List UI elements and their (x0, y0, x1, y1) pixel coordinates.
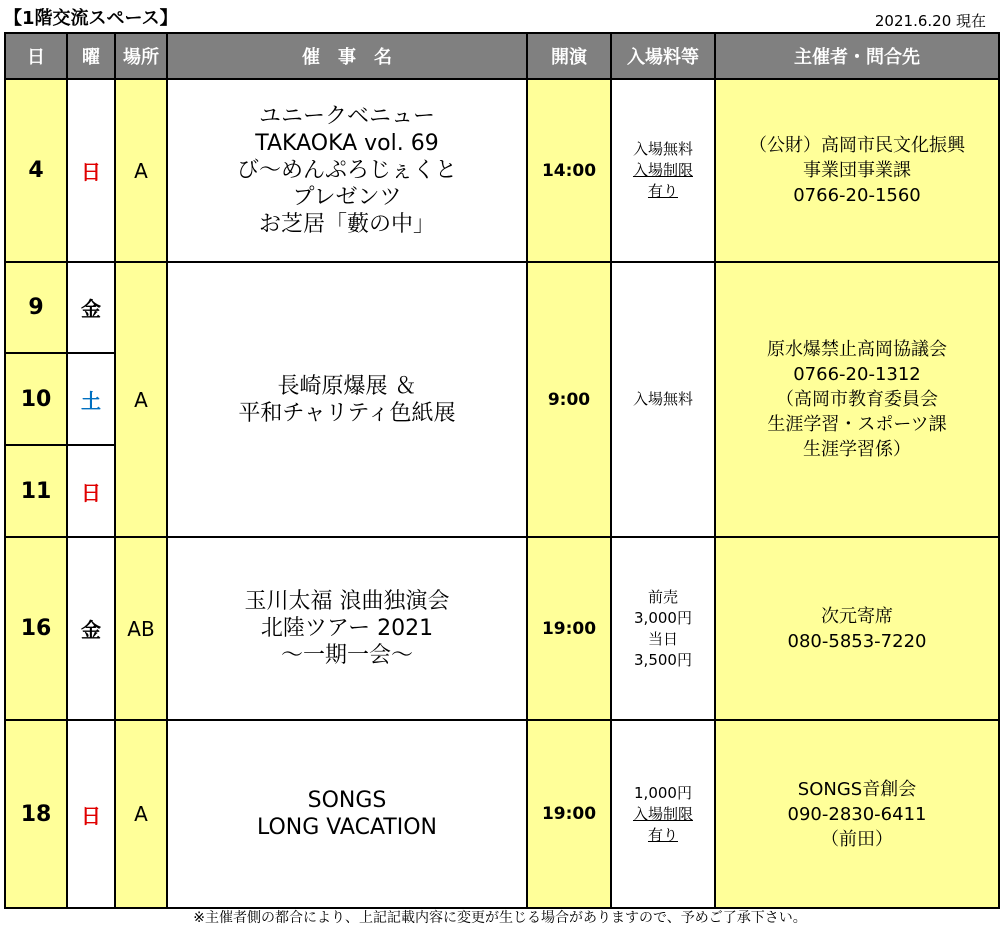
column-header-fee: 入場料等 (611, 33, 715, 79)
weekday-cell: 土 (67, 353, 115, 445)
event-title-cell (167, 537, 527, 720)
weekday-cell: 日 (67, 445, 115, 537)
fee-line: 有り (647, 825, 678, 844)
fee-line: 入場制限 (632, 804, 693, 823)
place-cell: A (115, 262, 167, 537)
column-header-start: 開演 (527, 33, 611, 79)
day-cell: 9 (5, 262, 67, 353)
fee-line: 入場制限 (632, 161, 693, 179)
event-title-line: ～一期一会～ (280, 643, 413, 668)
start-time-cell: 19:00 (527, 537, 611, 720)
event-schedule-table (4, 32, 1000, 909)
place-cell: A (115, 720, 167, 908)
organizer-line: 事業団事業課 (803, 160, 911, 181)
footer-note: ※主催者側の都合により、上記記載内容に変更が生じる場合がありますので、予めご了承下さい。 (193, 910, 807, 926)
fee-cell (611, 537, 715, 720)
weekday-cell: 金 (67, 262, 115, 353)
organizer-line: 次元寄席 (821, 605, 893, 627)
fee-line: 入場無料 (632, 390, 693, 408)
event-title-line: 北陸ツアー 2021 (260, 616, 434, 641)
organizer-line: 原水爆禁止高岡協議会 (767, 339, 947, 360)
table-row (5, 720, 999, 908)
column-header-organizer: 主催者・問合先 (715, 33, 999, 79)
organizer-line: 0766-20-1312 (793, 364, 921, 385)
page-title: 【1階交流スペース】 (4, 8, 178, 29)
event-title-cell (167, 262, 527, 537)
organizer-line: 生涯学習・スポーツ課 (767, 414, 947, 435)
event-title-line: TAKAOKA vol. 69 (255, 131, 439, 156)
organizer-line: （公財）高岡市民文化振興 (749, 135, 965, 156)
as-of-date: 2021.6.20 現在 (874, 12, 986, 30)
weekday-cell: 金 (67, 537, 115, 720)
organizer-line: SONGS音創会 (797, 778, 917, 800)
organizer-line: 090-2830-6411 (787, 803, 927, 825)
event-title-line: 長崎原爆展 ＆ (277, 373, 417, 399)
event-title-line: LONG VACATION (257, 815, 437, 840)
organizer-cell (715, 537, 999, 720)
fee-line: 1,000円 (634, 783, 692, 802)
event-title-cell (167, 720, 527, 908)
organizer-line: （高岡市教育委員会 (776, 389, 938, 410)
organizer-line: （前田） (821, 828, 893, 850)
fee-line: 有り (647, 182, 678, 200)
organizer-line: 080-5853-7220 (787, 630, 927, 652)
organizer-cell (715, 79, 999, 262)
event-title-line: 平和チャリティ色紙展 (238, 400, 456, 426)
organizer-cell (715, 720, 999, 908)
column-header-place: 場所 (115, 33, 167, 79)
day-cell: 11 (5, 445, 67, 537)
day-cell: 16 (5, 537, 67, 720)
event-title-line: ユニークベニュー (258, 104, 435, 129)
table-row (5, 537, 999, 720)
table-row (5, 79, 999, 262)
column-header-weekday: 曜 (67, 33, 115, 79)
column-header-event: 催 事 名 (167, 33, 527, 79)
place-cell: A (115, 79, 167, 262)
organizer-cell (715, 262, 999, 537)
event-title-line: 玉川太福 浪曲独演会 (244, 589, 450, 614)
fee-line: 前売 (647, 587, 678, 606)
fee-cell (611, 262, 715, 537)
day-cell: 4 (5, 79, 67, 262)
fee-line: 3,000円 (634, 608, 692, 627)
fee-line: 当日 (647, 629, 678, 648)
fee-cell (611, 720, 715, 908)
start-time-cell: 14:00 (527, 79, 611, 262)
fee-line: 入場無料 (632, 140, 693, 158)
table-row (5, 262, 999, 353)
organizer-line: 0766-20-1560 (793, 185, 921, 206)
column-header-day: 日 (5, 33, 67, 79)
fee-line: 3,500円 (634, 650, 692, 669)
day-cell: 18 (5, 720, 67, 908)
event-title-line: プレゼンツ (292, 185, 402, 210)
fee-cell (611, 79, 715, 262)
event-title-line: び～めんぷろじぇくと (236, 158, 457, 183)
start-time-cell: 9:00 (527, 262, 611, 537)
event-title-cell (167, 79, 527, 262)
start-time-cell: 19:00 (527, 720, 611, 908)
organizer-line: 生涯学習係） (803, 439, 911, 460)
day-cell: 10 (5, 353, 67, 445)
weekday-cell: 日 (67, 79, 115, 262)
event-title-line: お芝居「藪の中」 (258, 212, 435, 237)
event-title-line: SONGS (307, 788, 387, 813)
weekday-cell: 日 (67, 720, 115, 908)
place-cell: AB (115, 537, 167, 720)
table-header-row (5, 33, 999, 79)
